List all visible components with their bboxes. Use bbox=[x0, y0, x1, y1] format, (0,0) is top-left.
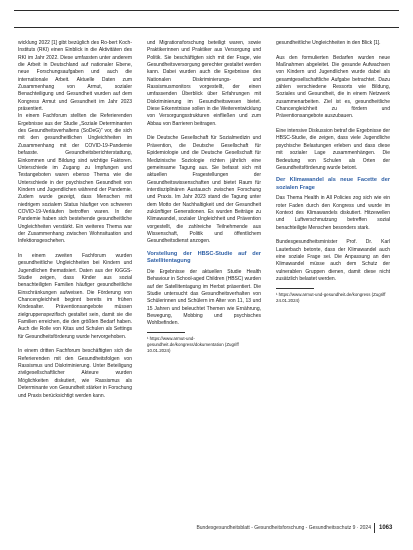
footnote: ¹ https://www.armut-und-gesundheit.de/kongress (Zugriff 24.01.2024) bbox=[276, 291, 386, 303]
header-rule bbox=[14, 10, 399, 28]
footnote-rule bbox=[276, 288, 314, 289]
section-heading: Der Klimawandel als neue Facette der sozialen Frage bbox=[276, 177, 390, 191]
page-number: 1063 bbox=[379, 525, 393, 531]
paragraph: In einem Fachforum stellten die Referierenden Ergebnisse aus der Studie „Soziale Determinanten des Gesundheitsverhaltens (SoDeG)“ vor, die sich mit den gesundheitlichen Ungleichheiten im Zusammenhang mit der COVID-19-Pandemie befasste. Gesundheitsberichterstattung, Einkommen und Bildung sind wichtige Faktoren. Unterschiede im Zugang zu Impfungen und Testangeboten waren ebenso Thema wie die Unterschiede in der psychischen Gesundheit von Kindern und Jugendlichen während der Pandemie. Zudem wurde gezeigt, dass Menschen mit niedrigem sozialem Status häufiger von schweren COVID-19-Verläufen betroffen waren. In der Pandemie haben sich bestehende gesundheitliche Ungleichheiten verstärkt. Ein weiteres Thema war der Zusammenhang zwischen Wohnsituation und Infektionsgeschehen. bbox=[18, 113, 132, 245]
paragraph: und Migrationsforschung beteiligt waren, sowie Praktikerinnen und Praktiker aus Versorgung und Politik. Sie beschäftigten sich mit der Frage, wie Gesundheitsversorgung gerechter gestaltet werden kann. Dabei wurden auch die Ergebnisse des Nationalen Diskriminierungs- und Rassismusmonitors vorgestellt, der einen umfassenden Überblick über Erfahrungen mit Diskriminierung im Gesundheitswesen bietet. Diese Erkenntnisse sollen in die Weiterentwicklung von Versorgungsstrukturen einfließen und zum Abbau von Barrieren beitragen. bbox=[147, 40, 261, 127]
paragraph: Das Thema Health in All Policies zog sich wie ein roter Faden durch den Kongress und wurde im Kontext des Klimawandels diskutiert. Hitzewellen und Luftverschmutzung betreffen sozial benachteiligte Menschen besonders stark. bbox=[276, 195, 390, 231]
paragraph: In einem dritten Fachforum beschäftigten sich die Referierenden mit den Gesundheitsfolgen von Rassismus und Diskriminierung. Unter Beteiligung zivilgesellschaftlicher Akteure wurden Möglichkeiten diskutiert, wie Rassismus als Determinante von Gesundheit stärker in Forschung und Praxis berücksichtigt werden kann. bbox=[18, 348, 132, 399]
paragraph: gesundheitliche Ungleichheiten in den Blick [1]. bbox=[276, 40, 381, 46]
footnote: ¹ https://www.armut-und-gesundheit.de/kongress/dokumentation (Zugriff 10.01.2024) bbox=[147, 335, 239, 353]
paragraph: Die Ergebnisse der aktuellen Studie Health Behaviour in School-aged Children (HBSC) wurden auf der Satellitentagung im Herbst präsentiert. Die Studie untersucht das Gesundheitsverhalten von Schülerinnen und Schülern im Alter von 11, 13 und 15 Jahren und beleuchtet Themen wie Ernährung, Bewegung, Mobbing und psychisches Wohlbefinden. bbox=[147, 268, 261, 327]
paragraph: Eine intensive Diskussion betraf die Ergebnisse der HBSC-Studie, die zeigen, dass viele Jugendliche psychische Belastungen erleben und dass diese mit sozialer Lage zusammenhängen. Die Bedeutung von Schulen als Orten der Gesundheitsförderung wurde betont. bbox=[276, 128, 390, 171]
text-column-2 bbox=[147, 40, 261, 354]
paragraph: In einem zweiten Fachforum wurden gesundheitliche Ungleichheiten bei Kindern und Jugendlichen thematisiert. Daten aus der KiGGS-Studie zeigen, dass Kinder aus sozial benachteiligten Familien häufiger gesundheitliche Einschränkungen aufweisen. Die Förderung von Chancengleichheit beginnt bereits im frühen Kindesalter. Präventionsangebote müssen zielgruppenspezifisch gestaltet sein, damit sie die Familien erreichen, die den größten Bedarf haben. Auch die Rolle von Kitas und Schulen als Settings für Gesundheitsförderung wurde hervorgehoben. bbox=[18, 252, 132, 340]
paragraph: Die Deutsche Gesellschaft für Sozialmedizin und Prävention, die Deutsche Gesellschaft für Epidemiologie und die Deutsche Gesellschaft für Medizinische Soziologie richten jährlich eine gemeinsame Tagung aus. Sie befasst sich mit aktuellen Fragestellungen der Gesundheitswissenschaften und bietet Raum für interdisziplinären Austausch zwischen Forschung und Praxis. Im Jahr 2023 stand die Tagung unter dem Motto der Nachhaltigkeit und der Gesundheit zukünftiger Generationen. Es wurden Beiträge zu Klimawandel, sozialer Ungleichheit und Prävention vorgestellt, die zahlreiche Teilnehmende aus Wissenschaft, Politik und öffentlichem Gesundheitsdienst anzogen. bbox=[147, 135, 261, 245]
paragraph: Aus den formulierten Bedarfen wurden neue Maßnahmen abgeleitet. Die gesunde Aufwachsen von Kindern und Jugendlichen wurde dabei als gesamtgesellschaftliche Aufgabe betrachtet. Dazu zählen verschiedene Ressorts wie Bildung, Soziales und Gesundheit, die in einem Netzwerk zusammenarbeiten. Ziel ist es, gesundheitliche Chancengleichheit zu fördern und Präventionsangebote auszubauen. bbox=[276, 54, 390, 120]
paragraph: Bundesgesundheitsminister Prof. Dr. Karl Lauterbach betonte, dass der Klimawandel auch eine soziale Frage sei. Die Anpassung an den Klimawandel müsse auch dem Schutz der vulnerablen Gruppen dienen, damit diese nicht zusätzlich belastet werden. bbox=[276, 239, 390, 283]
text-column-3 bbox=[276, 40, 390, 304]
footnote-rule bbox=[147, 332, 185, 333]
footer-divider bbox=[374, 523, 375, 533]
journal-citation: Bundesgesundheitsblatt - Gesundheitsforschung - Gesundheitsschutz 9 · 2024 bbox=[196, 525, 371, 531]
section-heading: Vorstellung der HBSC-Studie auf der Satellitentagung bbox=[147, 250, 261, 265]
paragraph: wicklung 2022 [1] gibt bezüglich des Ro-bert Koch-Instituts (RKI) einen Einblick in die Aktivitäten des RKI im Jahr 2022. Diese umfassten unter anderem die Arbeit in Deutschland auf nationaler Ebene, neue Forschungsaufgaben und auch die internationale Arbeit. Aktuelle Daten zum Zusammenhang von Armut, sozialer Benachteiligung und Gesundheit wurden auf dem Kongress Armut und Gesundheit im Jahr 2023 präsentiert. bbox=[18, 40, 132, 113]
text-column-1 bbox=[18, 40, 132, 400]
page-footer bbox=[0, 522, 413, 534]
